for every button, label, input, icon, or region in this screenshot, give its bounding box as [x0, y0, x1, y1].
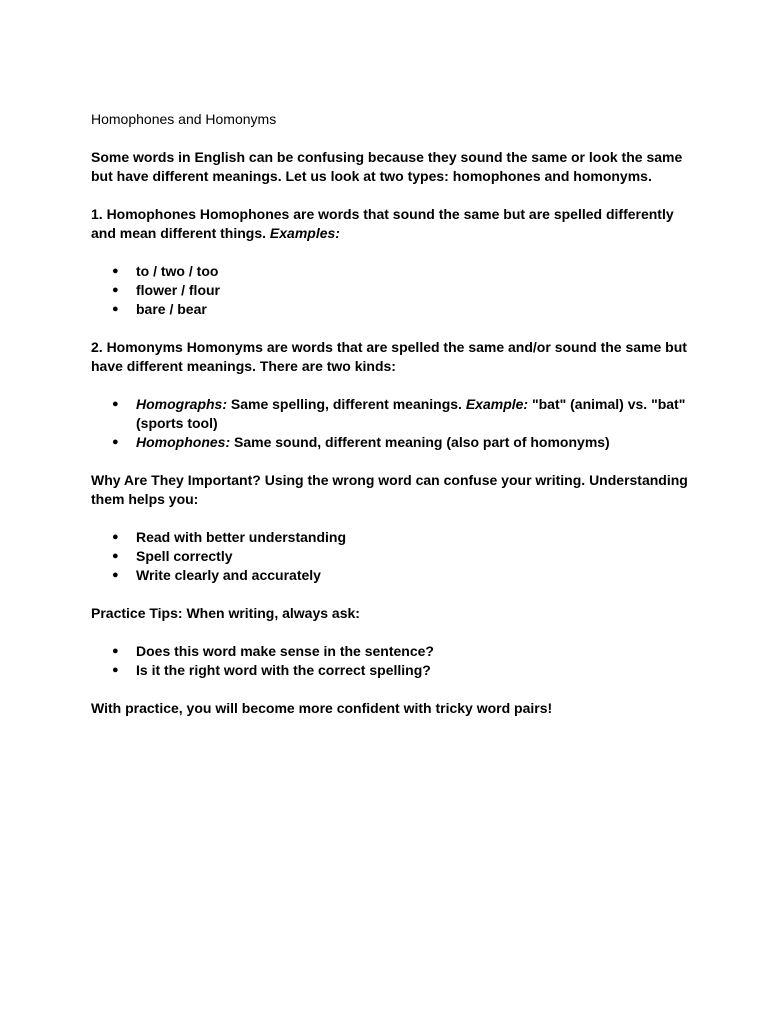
- closing-paragraph: With practice, you will become more confident with tricky word pairs!: [91, 700, 553, 716]
- bullet-icon: ●: [112, 436, 119, 448]
- homonyms-paragraph: 2. Homonyms Homonyms are words that are spelled the same and/or sound the same but have different meanings. There are two kinds:: [91, 339, 687, 374]
- list-item: ● Is it the right word with the correct spelling?: [112, 662, 431, 678]
- examples-label: Examples:: [269, 225, 340, 241]
- homophones-label: Homophones:: [136, 434, 231, 450]
- document-title: Homophones and Homonyms: [91, 111, 277, 127]
- bullet-icon: ●: [112, 550, 119, 562]
- homonyms-kinds-list: [91, 395, 688, 452]
- homophones-paragraph: [91, 205, 688, 243]
- bullet-icon: ●: [112, 398, 119, 410]
- importance-list: [91, 528, 688, 585]
- intro-paragraph: Some words in English can be confusing because they sound the same or look the same but have different meanings. Let us look at two types: homophones and homonyms.: [91, 149, 683, 184]
- homographs-label: Homographs:: [136, 396, 227, 412]
- list-item: ● to / two / too: [112, 263, 219, 279]
- homophones-text: 1. Homophones Homophones are words that sound the same but are spelled differently and mean different things.: [91, 206, 674, 241]
- list-item: ● Homophones: Same sound, different meaning (also part of homonyms): [112, 434, 610, 450]
- bullet-icon: ●: [112, 284, 119, 296]
- bullet-icon: ●: [112, 664, 119, 676]
- importance-paragraph: Why Are They Important? Using the wrong word can confuse your writing. Understanding them helps you:: [91, 472, 688, 507]
- bullet-icon: ●: [112, 303, 119, 315]
- bullet-icon: ●: [112, 265, 119, 277]
- list-item: ● bare / bear: [112, 301, 207, 317]
- practice-tips-list: [91, 642, 688, 680]
- example-label: Example:: [465, 396, 529, 412]
- list-item: ● Read with better understanding: [112, 529, 347, 545]
- list-item: ● Does this word make sense in the sentence?: [112, 643, 434, 659]
- list-item: ● Write clearly and accurately: [112, 567, 321, 583]
- bullet-icon: ●: [112, 645, 119, 657]
- list-item: ● Homographs: Same spelling, different meanings. Example: "bat" (animal) vs. "bat" (sports tool): [112, 396, 686, 431]
- homophones-examples-list: [91, 262, 688, 319]
- practice-tips-paragraph: Practice Tips: When writing, always ask:: [91, 605, 360, 621]
- list-item: ● flower / flour: [112, 282, 220, 298]
- bullet-icon: ●: [112, 531, 119, 543]
- bullet-icon: ●: [112, 569, 119, 581]
- list-item: ● Spell correctly: [112, 548, 233, 564]
